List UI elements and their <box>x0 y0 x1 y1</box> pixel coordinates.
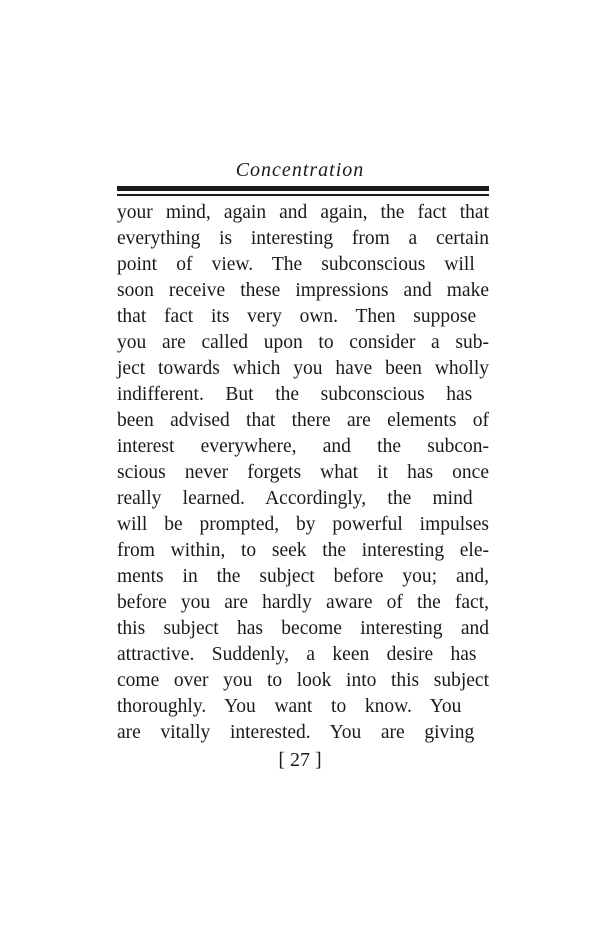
text-line <box>117 642 489 668</box>
text-line-content: everything is interesting from a certain <box>117 228 489 249</box>
header-rule-thick <box>117 186 489 191</box>
text-line <box>117 564 489 590</box>
page-number: [ 27 ] <box>278 749 322 771</box>
text-line-content: you are called upon to consider a sub- <box>117 332 489 353</box>
text-line-content: from within, to seek the interesting ele- <box>117 540 489 561</box>
text-line <box>117 278 489 304</box>
header-rule-thin <box>117 194 489 196</box>
text-line-content: really learned. Accordingly, the mind <box>117 488 473 509</box>
text-line-content: been advised that there are elements of <box>117 410 489 431</box>
text-line <box>117 538 489 564</box>
text-line <box>117 200 489 226</box>
text-line <box>117 356 489 382</box>
text-line <box>117 408 489 434</box>
text-line-content: are vitally interested. You are giving <box>117 722 475 743</box>
text-line-content: your mind, again and again, the fact that <box>117 202 489 223</box>
running-title: Concentration <box>235 159 365 181</box>
text-line <box>117 668 489 694</box>
text-line <box>117 460 489 486</box>
text-line <box>117 590 489 616</box>
text-line-content: will be prompted, by powerful impulses <box>117 514 489 535</box>
text-line-content: soon receive these impressions and make <box>117 280 489 301</box>
text-line <box>117 330 489 356</box>
text-line-content: that fact its very own. Then suppose <box>117 306 477 327</box>
text-line-content: point of view. The subconscious will <box>117 254 475 275</box>
text-line <box>117 252 489 278</box>
text-line <box>117 720 489 746</box>
text-line-content: this subject has become interesting and <box>117 618 489 639</box>
text-line-content: ject towards which you have been wholly <box>117 358 489 379</box>
text-line <box>117 694 489 720</box>
text-line <box>117 304 489 330</box>
text-line-content: interest everywhere, and the subcon- <box>117 436 489 457</box>
body-text <box>117 200 489 746</box>
text-line <box>117 486 489 512</box>
text-line-content: come over you to look into this subject <box>117 670 489 691</box>
text-line-content: thoroughly. You want to know. You <box>117 696 462 717</box>
text-line-content: ments in the subject before you; and, <box>117 566 489 587</box>
text-line-content: indifferent. But the subconscious has <box>117 384 473 405</box>
text-line <box>117 616 489 642</box>
text-line-content: attractive. Suddenly, a keen desire has <box>117 644 477 665</box>
text-line <box>117 382 489 408</box>
text-line-content: before you are hardly aware of the fact, <box>117 592 489 613</box>
text-line <box>117 226 489 252</box>
text-line-content: scious never forgets what it has once <box>117 462 489 483</box>
text-line <box>117 512 489 538</box>
text-line <box>117 434 489 460</box>
